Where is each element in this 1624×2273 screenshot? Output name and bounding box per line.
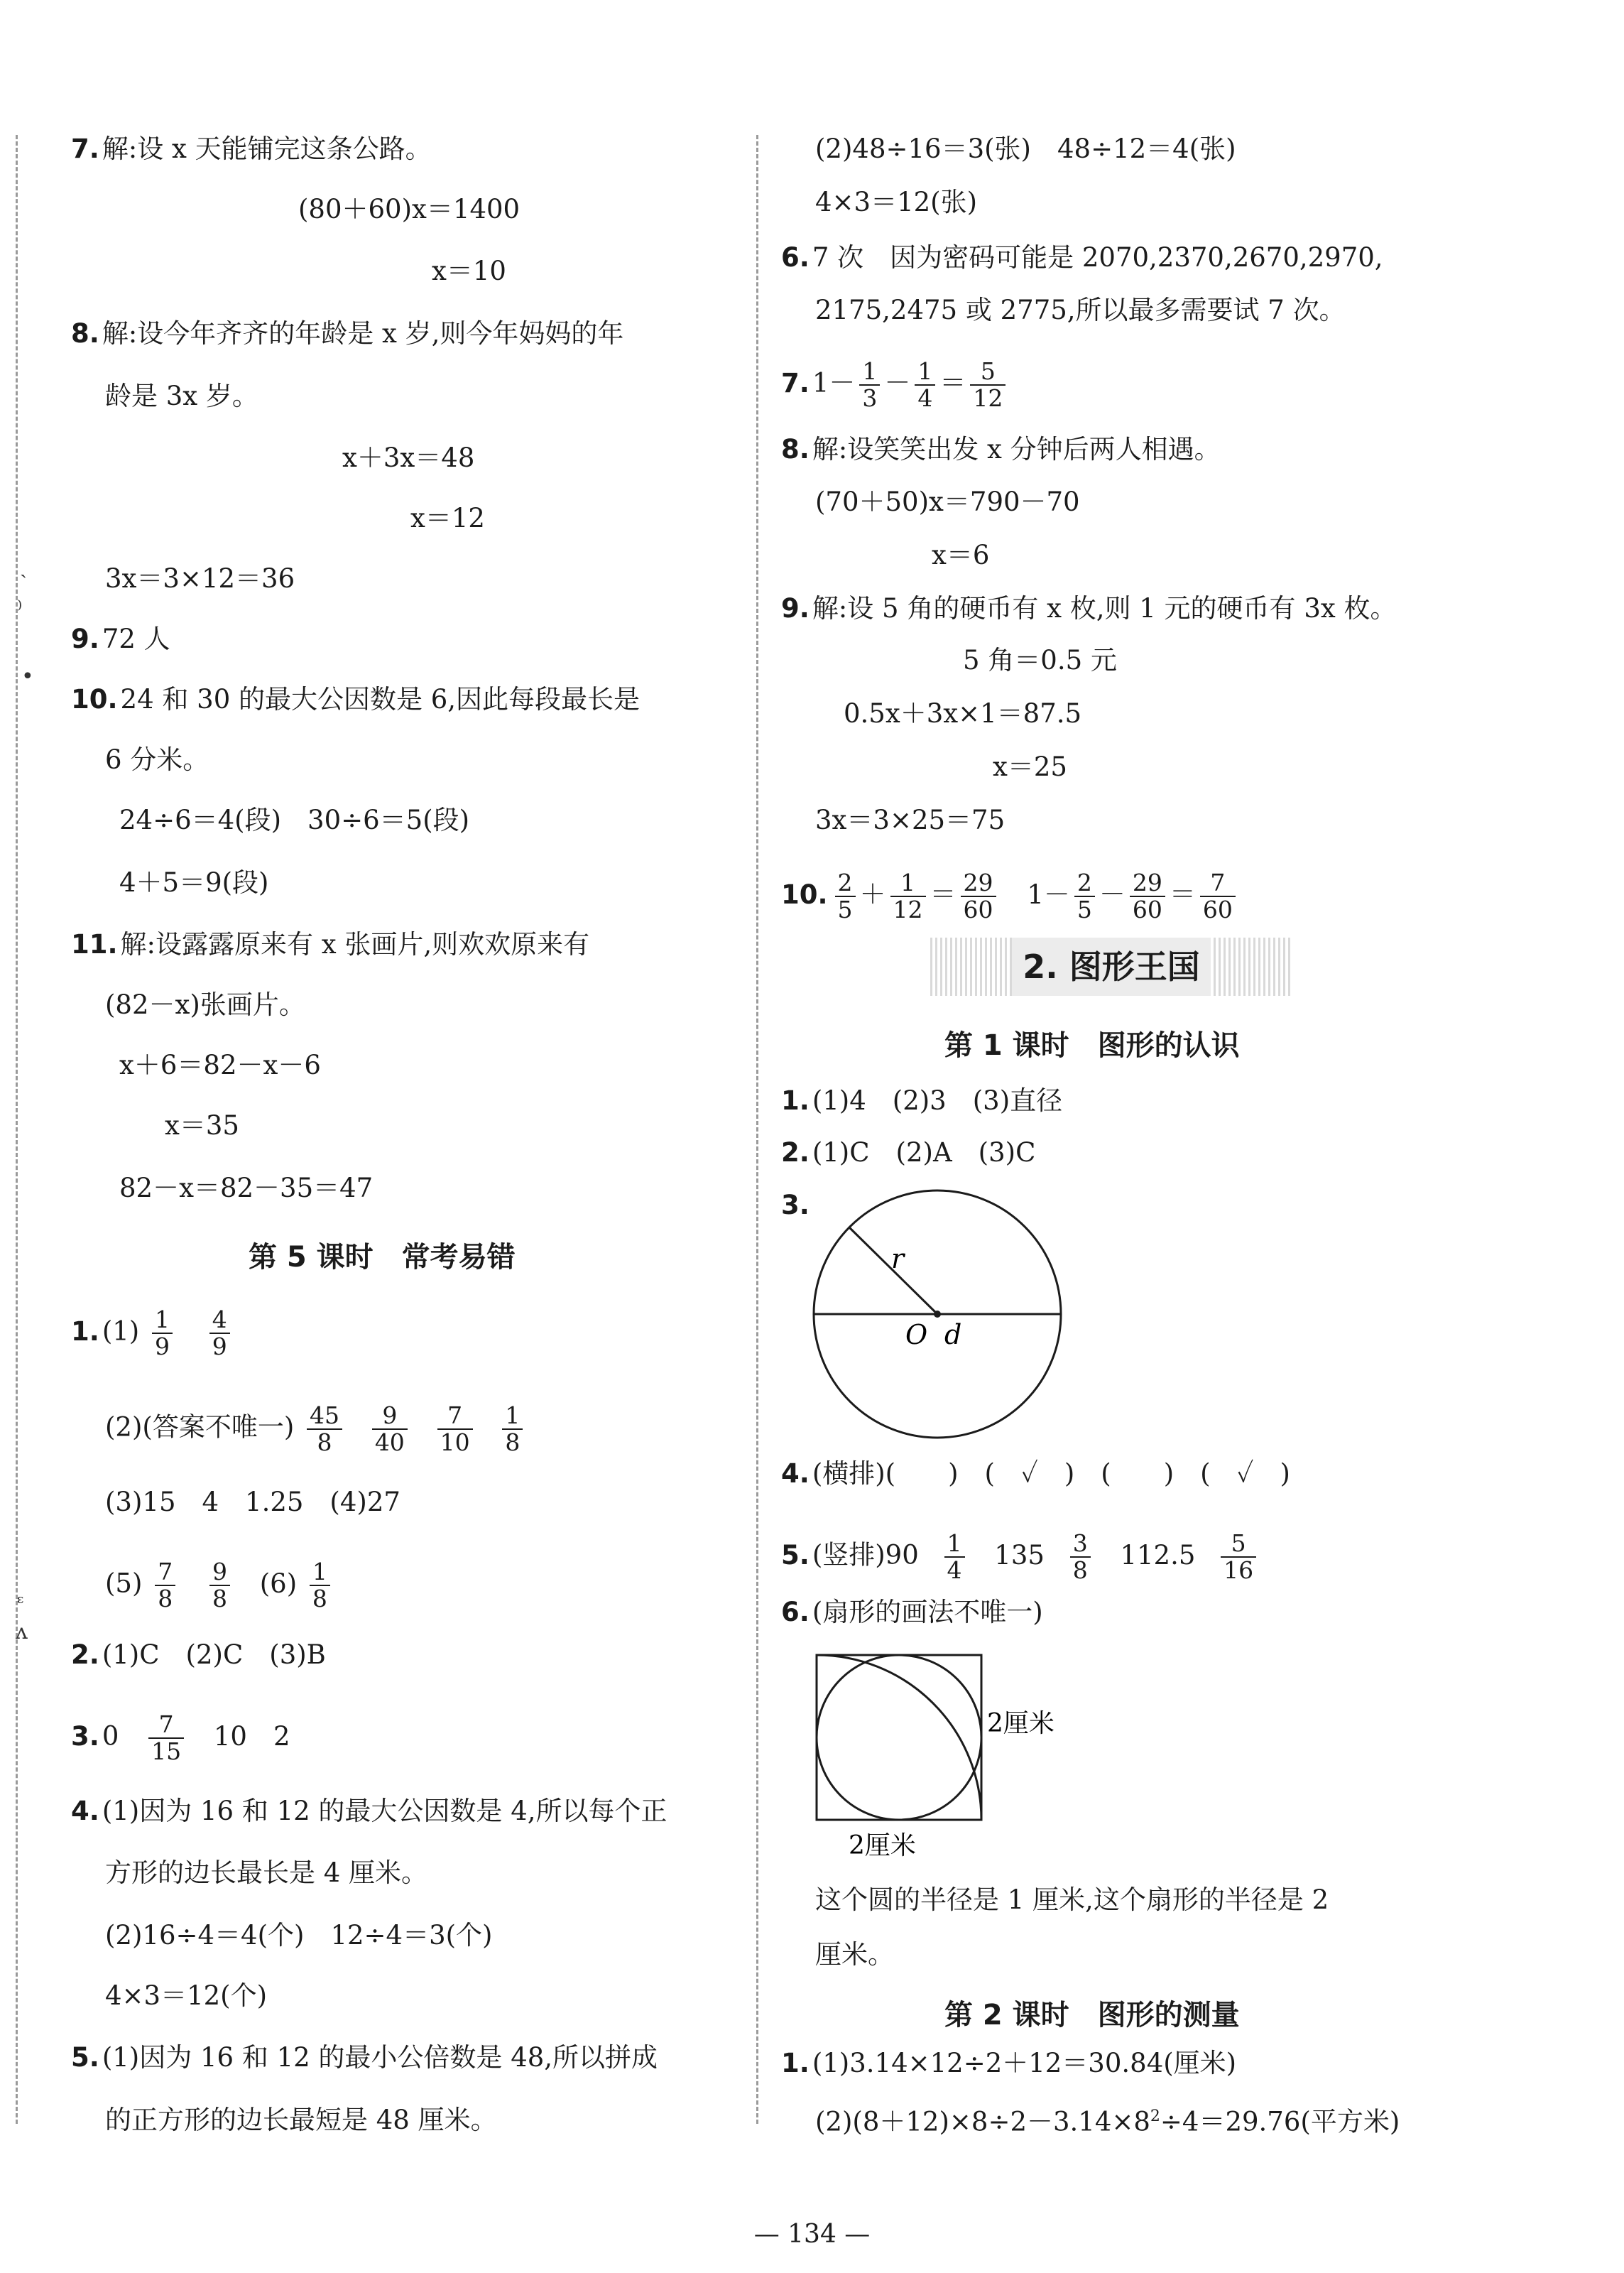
- geometry-2: [781, 1135, 1035, 1171]
- answer-text: (横排)( ) ( ✓ ) ( ) ( ✓ ): [812, 1458, 1290, 1489]
- question-number: 6.: [781, 1597, 810, 1627]
- exercise-8: [781, 432, 1221, 467]
- exercise-1: [71, 1307, 234, 1360]
- exercise-1-part-5: [105, 1559, 334, 1612]
- answer-value: 0: [102, 1720, 119, 1752]
- bottom-length-label: 2厘米: [849, 1831, 916, 1860]
- column-divider: [756, 135, 758, 2124]
- fraction: $\frac{1}{4}$: [915, 359, 935, 411]
- part-label: (2)(答案不唯一): [105, 1411, 295, 1443]
- fraction: $\frac{45}{8}$: [307, 1403, 342, 1455]
- equation: x＝12: [410, 503, 485, 533]
- question-number: 1.: [71, 1315, 99, 1347]
- equation: (2)16÷4＝4(个) 12÷4＝3(个): [105, 1920, 493, 1951]
- equation: 3x＝3×12＝36: [105, 563, 295, 594]
- equation: (1)3.14×12÷2＋12＝30.84(厘米): [812, 2048, 1237, 2078]
- fraction: $\frac{2}{5}$: [835, 870, 856, 923]
- square-sector-diagram: [810, 1648, 1094, 1861]
- lesson-title: 第 5 课时 常考易错: [249, 1241, 516, 1274]
- question-8: [71, 316, 623, 352]
- equation: 4×3＝12(个): [105, 1980, 268, 2011]
- question-number: 5.: [71, 2042, 99, 2073]
- question-text: 解:设今年齐齐的年龄是 x 岁,则今年妈妈的年: [102, 318, 624, 349]
- unit-title: 2. 图形王国: [1012, 938, 1211, 996]
- question-text: 24 和 30 的最大公因数是 6,因此每段最长是: [120, 684, 641, 715]
- question-number: 8.: [781, 434, 810, 465]
- question-number: 3.: [71, 1720, 99, 1752]
- part-label: (6): [259, 1568, 298, 1599]
- question-text: 的正方形的边长最短是 48 厘米。: [105, 2105, 497, 2135]
- question-7: [71, 131, 432, 167]
- question-text: 厘米。: [815, 1939, 894, 1970]
- question-text: 解:设笑笑出发 x 分钟后两人相遇。: [812, 434, 1221, 465]
- exercise-9: [781, 591, 1396, 626]
- question-text: 7 次 因为密码可能是 2070,2370,2670,2970,: [812, 242, 1383, 273]
- exercise-4: [71, 1794, 667, 1829]
- side-length-label: 2厘米: [987, 1709, 1054, 1738]
- equation: [815, 2099, 1400, 2139]
- lesson-title: 第 2 课时 图形的测量: [944, 1999, 1240, 2031]
- unit-banner: [930, 938, 1292, 996]
- question-number: 1.: [781, 2048, 810, 2078]
- exercise-6: [781, 240, 1383, 276]
- left-margin-rule: [16, 135, 18, 2124]
- question-9: [71, 622, 170, 657]
- question-text: 方形的边长最长是 4 厘米。: [105, 1857, 428, 1888]
- fraction: $\frac{1}{3}$: [859, 359, 880, 411]
- answer-text: (1)C (2)C (3)B: [102, 1639, 326, 1670]
- question-text: 解:设露露原来有 x 张画片,则欢欢原来有: [120, 929, 590, 960]
- fraction: $\frac{7}{60}$: [1200, 870, 1236, 923]
- radius-label: r: [891, 1243, 905, 1274]
- part-label: (5): [105, 1568, 143, 1599]
- geometry-3: [781, 1188, 812, 1223]
- equation: 4＋5＝9(段): [119, 867, 269, 898]
- question-text: (82－x)张画片。: [105, 989, 305, 1020]
- answer-text: (1)4 (2)3 (3)直径: [812, 1085, 1063, 1116]
- fraction: $\frac{1}{8}$: [502, 1403, 523, 1455]
- equation: 5 角＝0.5 元: [963, 645, 1117, 676]
- measure-1: [781, 2046, 1236, 2081]
- part-label: (1): [102, 1315, 140, 1347]
- question-10: [71, 682, 640, 717]
- geometry-4: [781, 1456, 1290, 1492]
- expression: 1－: [812, 367, 856, 398]
- exercise-7: 7. 1－ $\frac{1}{3}$ － $\frac{1}{4}$ ＝ $\frac{5}{12}$: [781, 359, 1010, 411]
- question-11: [71, 927, 589, 962]
- equation: x＋3x＝48: [342, 443, 475, 473]
- answer-value: 10 2: [213, 1720, 290, 1752]
- geometry-1: [781, 1083, 1062, 1119]
- question-number: 1.: [781, 1085, 810, 1116]
- equation: x＝35: [165, 1110, 239, 1141]
- equation: (80＋60)x＝1400: [298, 194, 521, 224]
- question-number: 8.: [71, 318, 99, 349]
- fraction: $\frac{1}{9}$: [152, 1307, 173, 1360]
- question-number: 4.: [71, 1796, 99, 1826]
- exercise-2: [71, 1637, 326, 1673]
- equation: x＝25: [993, 752, 1067, 782]
- center-point: [934, 1311, 941, 1318]
- exercise-1-part-2: [105, 1403, 527, 1455]
- question-text: 解:设 5 角的硬币有 x 枚,则 1 元的硬币有 3x 枚。: [812, 593, 1397, 624]
- expression: 1－: [1027, 879, 1070, 910]
- answer-text: (1)C (2)A (3)C: [812, 1137, 1036, 1168]
- equation: 82－x＝82－35＝47: [119, 1173, 374, 1203]
- answer-value: 135: [994, 1539, 1045, 1571]
- fraction: $\frac{3}{8}$: [1070, 1531, 1091, 1583]
- fraction: $\frac{5}{12}$: [970, 359, 1006, 411]
- exercise-3: [71, 1712, 290, 1764]
- fraction: $\frac{7}{15}$: [148, 1712, 184, 1764]
- question-text: 解:设 x 天能铺完这条公路。: [102, 134, 432, 164]
- binding-mark: ᴧ: [16, 1620, 28, 1644]
- fraction: $\frac{1}{12}$: [890, 870, 926, 923]
- fraction: $\frac{2}{5}$: [1074, 870, 1095, 923]
- question-number: 3.: [781, 1190, 810, 1220]
- equation: 3x＝3×25＝75: [815, 805, 1006, 835]
- equation: (2)48÷16＝3(张) 48÷12＝4(张): [815, 134, 1236, 164]
- equation-part: ÷4＝29.76(平方米): [1160, 2106, 1400, 2137]
- exponent: 2: [1150, 2107, 1160, 2125]
- center-label: O: [905, 1319, 928, 1350]
- equation-part: (2)(8＋12)×8÷2－3.14×8: [815, 2106, 1150, 2137]
- question-number: 2.: [71, 1639, 99, 1670]
- fraction: $\frac{1}{4}$: [944, 1531, 965, 1583]
- question-number: 10.: [71, 684, 118, 715]
- question-text: (1)因为 16 和 12 的最大公因数是 4,所以每个正: [102, 1796, 667, 1826]
- fraction: $\frac{29}{60}$: [1130, 870, 1165, 923]
- equation: 4×3＝12(张): [815, 187, 978, 217]
- question-text: 2175,2475 或 2775,所以最多需要试 7 次。: [815, 295, 1346, 325]
- equation: 0.5x＋3x×1＝87.5: [844, 698, 1082, 729]
- question-number: 10.: [781, 879, 828, 910]
- fraction: $\frac{9}{40}$: [372, 1403, 408, 1455]
- page-number: — 134 —: [753, 2220, 871, 2249]
- question-number: 9.: [781, 593, 810, 624]
- lesson-title: 第 1 课时 图形的认识: [944, 1029, 1240, 1062]
- question-number: 2.: [781, 1137, 810, 1168]
- question-number: 6.: [781, 242, 810, 273]
- question-text: 6 分米。: [105, 744, 209, 775]
- fraction: $\frac{4}{9}$: [209, 1307, 230, 1360]
- question-number: 9.: [71, 624, 99, 654]
- equation: (70＋50)x＝790－70: [815, 487, 1080, 517]
- circle-diagram: [810, 1186, 1079, 1456]
- fraction: $\frac{7}{8}$: [155, 1559, 175, 1612]
- binding-mark: ˎ: [20, 554, 27, 579]
- exercise-5: [71, 2040, 658, 2076]
- inscribed-circle: [817, 1655, 981, 1820]
- binding-mark: ᵋ: [17, 1591, 25, 1616]
- equation: x＝6: [932, 540, 990, 570]
- diameter-label: d: [944, 1319, 962, 1350]
- fraction: $\frac{5}{16}$: [1221, 1531, 1256, 1583]
- question-text: (1)因为 16 和 12 的最小公倍数是 48,所以拼成: [102, 2042, 658, 2073]
- geometry-5: [781, 1531, 1260, 1583]
- exercise-10: 10. $\frac{2}{5}$ ＋ $\frac{1}{12}$ ＝ $\frac{29}{60}$ 1－ $\frac{2}{5}$ － $\frac{29}{60}$ ＝ $\frac{7}{60}$: [781, 870, 1240, 923]
- geometry-6: [781, 1595, 1043, 1630]
- fraction: $\frac{29}{60}$: [961, 870, 996, 923]
- question-number: 7.: [781, 367, 810, 398]
- binding-mark: •: [21, 664, 34, 689]
- question-text: 这个圆的半径是 1 厘米,这个扇形的半径是 2: [815, 1884, 1329, 1915]
- fraction: $\frac{7}{10}$: [437, 1403, 473, 1455]
- question-number: 4.: [781, 1458, 810, 1489]
- fraction: $\frac{1}{8}$: [310, 1559, 330, 1612]
- question-text: 龄是 3x 岁。: [105, 381, 258, 411]
- question-text: (扇形的画法不唯一): [812, 1597, 1043, 1627]
- equation: x＋6＝82－x－6: [119, 1050, 321, 1080]
- answer-value: 112.5: [1120, 1539, 1196, 1571]
- answer-text: 72 人: [102, 624, 170, 654]
- question-number: 5.: [781, 1539, 810, 1571]
- equation: 24÷6＝4(段) 30÷6＝5(段): [119, 805, 470, 835]
- answer-value: (竖排)90: [812, 1539, 919, 1571]
- fraction: $\frac{9}{8}$: [209, 1559, 230, 1612]
- question-number: 11.: [71, 929, 118, 960]
- question-number: 7.: [71, 134, 99, 164]
- equation: x＝10: [432, 256, 506, 286]
- binding-mark: ⁾: [17, 597, 23, 622]
- exercise-1-part-3: (3)15 4 1.25 (4)27: [105, 1487, 400, 1517]
